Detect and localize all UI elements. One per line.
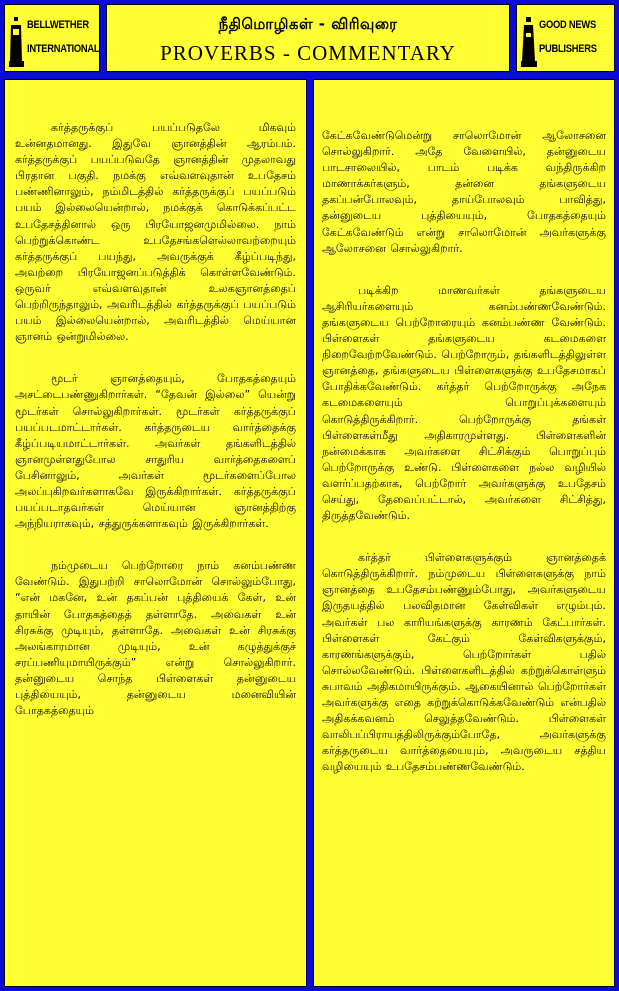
left-paragraph-1: கர்த்தருக்குப் பயப்படுதலே மிகவும் உன்னதமானது. இதுவே ஞானத்தின் ஆரம்பம். கர்த்தருக்குப் பயப்படுவதே ஞானத்தின் முதலாவது பிரதான பகுதி. நமக்கு எவ்வளவுதான் உபதேசம் பண்ணினாலும், நம்மிடத்தில் கர்த்தருக்குப் பயப்படும் பயம் இல்லையென்றால், நமக்குக் கொடுக்கப்பட்ட உபதேசத்தினால் ஒரு பிரயோஜனமுமில்லை. நாம் பெற்றுக்கொண்ட உபதேசங்களெல்லாவற்றையும் கர்த்தருக்குப் பயந்து, அவருக்குக் கீழ்ப்படிந்து, அவற்றை பிரயோஜனப்படுத்திக் கொள்ளவேண்டும். ஒருவர் எவ்வளவுதான் உலகஞானத்தைப் பெற்றிருந்தாலும், அவரிடத்தில் கர்த்தருக்குப் பயப்படும் பயம் இல்லையென்றால், அவரிடத்தில் மெய்யான ஞானம் ஒன்றுமில்லை. xyxy=(15,121,296,344)
logo-right-line1: GOOD NEWS xyxy=(539,19,596,31)
good-news-logo xyxy=(516,4,615,72)
left-paragraph-3: நம்முடைய பெற்றோரை நாம் கனம்பண்ண வேண்டும். இதுபற்றி சாலொமோன் சொல்லும்போது, “என் மகனே, உன் தகப்பன் புத்தியைக் கேள், உன் தாயின் போதகத்தைத் தள்ளாதே. அவைகள் உன் சிரசுக்கு முடியும், தள்ளாதே. அவைகள் உன் சிரசுக்கு அலங்காரமான முடியும், உன் கழுத்துக்குச் சரப்பணியுமாயிருக்கும்” என்று சொல்லுகிறார். தன்னுடைய சொந்த பிள்ளைகள் தன்னுடைய புத்தியையும், தன்னுடைய மனைவியின் போதகத்தையும் xyxy=(15,559,296,718)
title-tamil: நீதிமொழிகள் - விரிவுரை xyxy=(218,15,398,33)
left-paragraph-2: மூடர் ஞானத்தையும், போதகத்தையும் அசட்டைபண்ணுகிறார்கள். “தேவன் இல்லை” யென்று மூடர்கள் சொல்லுகிறார்கள். மூடர்கள் கர்த்தருக்குப் பயப்படமாட்டார்கள். கர்த்தருடைய வார்த்தைக்கு கீழ்ப்படியமாட்டார்கள். அவர்கள் தங்களிடத்தில் ஞானமுள்ளதுபோல சாதுரிய வார்த்தைகளைப் பேசினாலும், அவர்கள் மூடர்களைப்போல அலப்புகிறவர்களாகவே இருக்கிறார்கள். கர்த்தருக்குப் பயப்படாதவர்கள் மெய்யான ஞானத்திற்கு அந்நியராகவும், சத்துருக்களாகவும் இருக்கிறார்கள். xyxy=(15,372,296,531)
right-paragraph-3: கர்த்தர் பிள்ளைகளுக்கும் ஞானத்தைக் கொடுத்திருக்கிறார். நம்முடைய பிள்ளைகளுக்கு நாம் ஞானத்தை உபதேசம்பண்ணும்போது, அவர்களுடைய இருதயத்தில் பலவிதமான கேள்விகள் எழும்பும். அவர்கள் பல காரியங்களுக்கு காரணம் கேட்பார்கள். பிள்ளைகள் கேட்கும் கேள்விகளுக்கும், காரணங்களுக்கும், பெற்றோர்கள் பதில் சொல்லவேண்டும். பிள்ளைகளிடத்தில் கற்றுக்கொள்ளும் சுபாவம் அதிகமாயிருக்கும். ஆகையினால் பெற்றோர்கள் அவர்களுக்கு எதை கற்றுக்கொடுக்கவேண்டும் என்பதில் அதிகக்கவனம் செலுத்தவேண்டும். பிள்ளைகள் வாலிபப்பிராயத்திலிருக்கும்போதே, அவர்களுக்கு கர்த்தருடைய வார்த்தையையும், அவருடைய சத்திய வழியையும் உபதேசம்பண்ணவேண்டும். xyxy=(322,551,606,774)
logo-left-line1: BELLWETHER xyxy=(27,19,89,31)
bellwether-logo xyxy=(4,4,100,72)
title-english: PROVERBS - COMMENTARY xyxy=(160,41,456,65)
bell-tower-icon xyxy=(9,17,25,69)
left-column xyxy=(4,79,307,987)
right-paragraph-1: கேட்கவேண்டுமென்று சாலொமோன் ஆலோசனை சொல்லுகிறார். அதே வேளையில், தன்னுடைய பாடசாலையில், பாடம் படிக்க வந்திருக்கிற மாணாக்கர்களும், தன்னை தங்களுடைய தகப்பன்போலவும், தாய்போலவும் பாவித்து, தன்னுடைய புத்தியையும், போதகத்தையும் கேட்கவேண்டும் என்று சாலொமோன் அவர்களுக்கு ஆலோசனை சொல்லுகிறார். xyxy=(322,129,606,255)
lighthouse-icon xyxy=(521,17,537,69)
logo-right-line2: PUBLISHERS xyxy=(539,43,597,55)
right-column xyxy=(313,79,615,987)
right-paragraph-2: படிக்கிற மாணவர்கள் தங்களுடைய ஆசிரியர்களையும் கனம்பண்ணவேண்டும். தங்களுடைய பெற்றோரையும் கனம்பண்ண வேண்டும். பிள்ளைகள் தங்களுடைய கடமைகளை நிறைவேற்றவேண்டும். பெற்றோரும், தங்களிடத்திலுள்ள ஞானத்தை, தங்களுடைய பிள்ளைகளுக்கு உபதேசமாகப் போதிக்கவேண்டும். கர்த்தர் பெற்றோருக்கு அநேக கடமைகளையும் பொறுப்புக்களையும் கொடுத்திருக்கிறார். பெற்றோருக்கு தங்கள் பிள்ளைகள்மீது அதிகாரமுள்ளது. பிள்ளைகளின் நன்மைக்காக அவர்களை சிட்சிக்கும் பொறுப்பும் பெற்றோருக்கு உண்டு. பிள்ளைகளை நல்ல வழியில் வளர்ப்பதற்காக, பெற்றோர் அவர்களுக்கு உபதேசம் செய்து, தேவைப்பட்டால், அவர்களை சிட்சித்து, திருத்தவேண்டும். xyxy=(322,283,606,523)
logo-left-line2: INTERNATIONAL xyxy=(27,43,100,55)
page-header xyxy=(106,4,510,72)
